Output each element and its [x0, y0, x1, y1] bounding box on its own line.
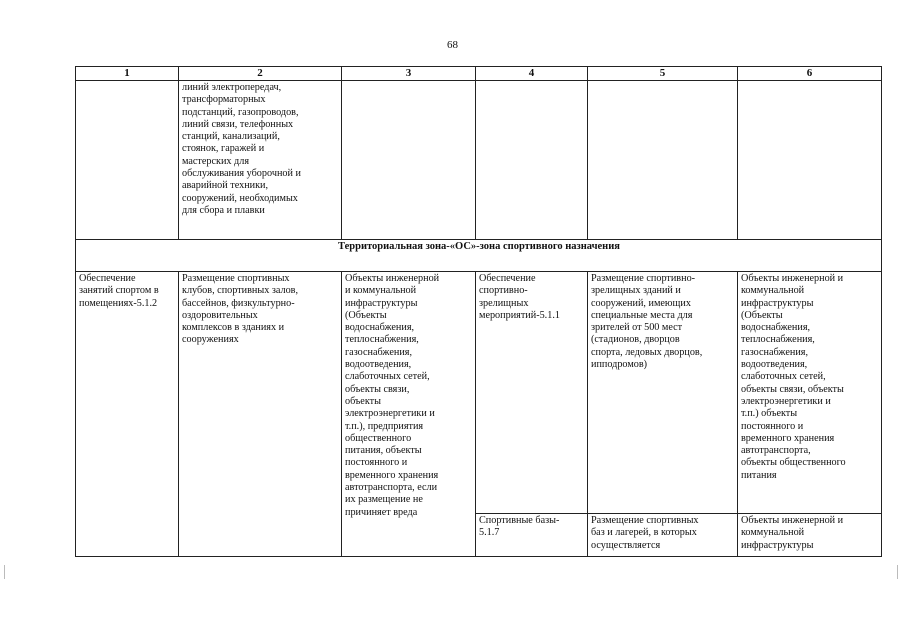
cell-empty — [738, 81, 882, 240]
cell-use-type — [76, 272, 179, 557]
cell-empty — [76, 81, 179, 240]
scan-edge-mark — [897, 565, 898, 579]
header-col-6: 6 — [738, 67, 882, 81]
header-col-5: 5 — [588, 67, 738, 81]
page-number: 68 — [447, 39, 458, 51]
zone-title: Территориальная зона-«ОС»-зона спортивного назначения — [76, 240, 882, 272]
header-col-4: 4 — [476, 67, 588, 81]
header-col-3: 3 — [342, 67, 476, 81]
cell-text: Размещение спортивных баз и лагерей, в которых осуществляется — [591, 515, 699, 551]
cell-permitted-use-continuation — [179, 81, 342, 240]
cell-empty — [476, 81, 588, 240]
cell-conditional-auxiliary — [738, 272, 882, 514]
cell-text: Размещение спортивных клубов, спортивных залов, бассейнов, физкультурно- оздоровительных комплексов в зданиях и сооружениях — [182, 273, 299, 346]
cell-conditional-auxiliary — [738, 514, 882, 557]
cell-text: линий электропередач, трансформаторных подстанций, газопроводов, линий связи, телефонных станций, канализаций, стоянок, гаражей и мастерских для обслуживания уборочной и аварийной техники, сооружений, необходимых для сбора и плавки — [182, 82, 301, 216]
zoning-table — [75, 66, 882, 557]
cell-text: Обеспечение занятий спортом в помещениях-5.1.2 — [79, 273, 159, 309]
header-col-2: 2 — [179, 67, 342, 81]
cell-conditional-use — [476, 514, 588, 557]
table-row-continuation — [76, 81, 882, 240]
table-row-sport — [76, 272, 882, 514]
cell-empty — [342, 81, 476, 240]
cell-text: Размещение спортивно- зрелищных зданий и сооружений, имеющих специальные места для зрителей от 500 мест (стадионов, дворцов спорта, ледовых дворцов, ипподромов) — [591, 273, 703, 371]
cell-text: Объекты инженерной и коммунальной инфраструктуры (Объекты водоснабжения, теплоснабжения, газоснабжения, водоотведения, слаботочных сетей, объекты связи, объекты электроэнергетики и т.п.), предприятия общественного питания, объекты постоянного и временного хранения автотранспорта, если их размещение не причиняет вреда — [345, 273, 440, 518]
cell-text: Спортивные базы- 5.1.7 — [479, 515, 560, 539]
cell-text: Объекты инженерной и коммунальной инфраструктуры — [741, 515, 844, 551]
cell-conditional-description — [588, 272, 738, 514]
cell-text: Объекты инженерной и коммунальной инфраструктуры (Объекты водоснабжения, теплоснабжения, газоснабжения, водоотведения, слаботочных сетей, объекты связи, объекты электроэнергетики и т.п.) объекты постоянного и временного хранения автотранспорта, объекты общественного питания — [741, 273, 846, 481]
cell-auxiliary-use — [342, 272, 476, 557]
cell-conditional-description — [588, 514, 738, 557]
scan-edge-mark — [4, 565, 5, 579]
header-row — [76, 67, 882, 81]
cell-text: Обеспечение спортивно- зрелищных мероприятий-5.1.1 — [479, 273, 560, 321]
header-col-1: 1 — [76, 67, 179, 81]
cell-conditional-use — [476, 272, 588, 514]
zone-title-row — [76, 240, 882, 272]
cell-use-description — [179, 272, 342, 557]
cell-empty — [588, 81, 738, 240]
